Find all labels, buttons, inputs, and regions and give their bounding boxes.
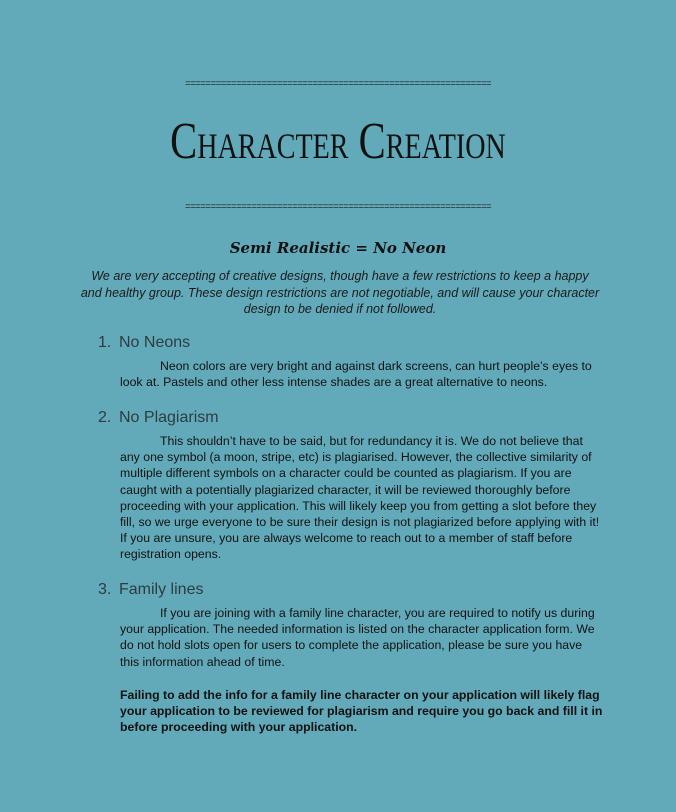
intro-paragraph: We are very accepting of creative designs, though have a few restrictions to keep a happy and healthy group. These design restrictions are not negotiable, and will cause your character design to be denied if not followed. [80, 269, 600, 316]
rule-heading [98, 409, 603, 431]
subtitle: Semi Realistic = No Neon [229, 239, 447, 257]
rule-number: 1. [98, 334, 112, 351]
rule-heading [98, 581, 603, 603]
rule-no-neons [98, 334, 603, 390]
rule-body: Neon colors are very bright and against dark screens, can hurt people’s eyes to look at. Pastels and other less intense shades are a great alternative to neons. [120, 359, 592, 390]
rule-title: No Neons [119, 334, 191, 351]
rule-body: This shouldn’t have to be said, but for redundancy it is. We do not believe that any one symbol (a moon, stripe, etc) is plagiarised. However, the collective similarity of multiple different symbols on a character could be counted as plagiarism. If you are caught with a potentially plagiarized character, it will be reviewed thoroughly before proceeding with your application. This will likely keep you from getting a slot before they fill, so we urge everyone to be sure their design is not plagiarized before applying with it! If you are unsure, you are always welcome to reach out to a member of staff before registration opens. [120, 434, 600, 562]
divider-bottom: ============================================================ [184, 201, 492, 212]
rule-title: No Plagiarism [119, 409, 219, 426]
divider-top: ============================================================ [184, 78, 492, 89]
rule-number: 3. [98, 581, 112, 598]
rule-heading [98, 334, 603, 356]
rule-no-plagiarism [98, 409, 603, 563]
rule-title: Family lines [119, 581, 204, 598]
rule-number: 2. [98, 409, 112, 426]
rule-bold-note: Failing to add the info for a family line character on your application will likely flag your application to be reviewed for plagiarism and require you go back and fill it in before proceeding with your application. [120, 687, 603, 735]
page-title: Character Creation [170, 113, 506, 170]
rule-body: If you are joining with a family line character, you are required to notify us during your application. The needed information is listed on the character application form. We do not hold slots open for users to complete the application, please be sure you have this information ahead of time. [120, 606, 595, 669]
rule-family-lines [98, 581, 603, 735]
